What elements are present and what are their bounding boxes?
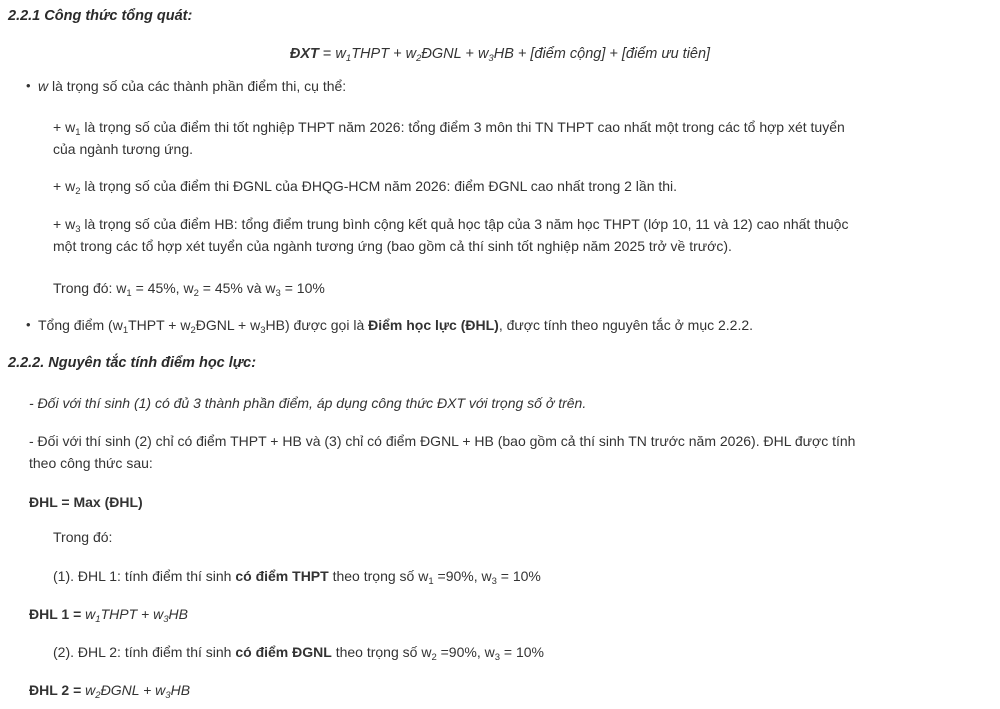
dhl1-formula-rhs: $w_1THPT + w_3HB$ — [85, 606, 188, 625]
dhl2-bold: có điểm ĐGNL — [235, 644, 332, 660]
list-item — [22, 315, 962, 337]
bullet-2-text: Tổng điểm ($w_1THPT$ + $w_2ĐGNL + w_3HB$) được gọi là Điểm học lực (ĐHL), được tính theo nguyên tắc ở mục 2.2.2. — [38, 317, 754, 336]
section-heading-2-2-2: 2.2.2. Nguyên tắc tính điểm học lực: — [8, 355, 257, 371]
paragraph-w3: + $w_3$ là trọng số của điểm HB: tổng điểm trung bình cộng kết quả học tập của 3 năm học THPT (lớp 10, 11 và 12) cao nhất thuộc một trong các tổ hợp xét tuyển của ngành tương ứng (bao gồm cả thí sinh tốt nghiệp năm 2025 trở về trước). — [53, 216, 849, 254]
paragraph-case-1: - Đối với thí sinh (1) có đủ 3 thành phần điểm, áp dụng công thức ĐXT với trọng số ở trên. — [29, 395, 587, 411]
paragraph-w2: + $w_2$ là trọng số của điểm thi ĐGNL của ĐHQG-HCM năm 2026: điểm ĐGNL cao nhất trong 2 lần thi. — [53, 178, 678, 197]
dhl2-formula-lhs: ĐHL 2 = — [29, 682, 86, 698]
paragraph-weights: Trong đó: $w_1 = 45\%$, $w_2 = 45\%$ và $w_3 = 10\%$ — [53, 280, 325, 299]
list-item — [22, 76, 952, 98]
formula-dhl-2 — [29, 680, 190, 702]
formula-dhl-max: ĐHL = Max (ĐHL) — [29, 494, 143, 510]
paragraph-w1: + $w_1$ là trọng số của điểm thi tốt nghiệp THPT năm 2026: tổng điểm 3 môn thi TN THPT cao nhất một trong các tổ hợp xét tuyển của ngành tương ứng. — [53, 119, 845, 157]
formula-dhl-1 — [29, 604, 188, 626]
bullet-2-post: , được tính theo nguyên tắc ở mục 2.2.2. — [498, 317, 754, 333]
dhl1-formula-lhs: ĐHL 1 = — [29, 606, 86, 622]
formula-equals: = — [318, 46, 336, 62]
dhl1-bold: có điểm THPT — [235, 568, 329, 584]
bullet-1-text: w là trọng số của các thành phần điểm thi, cụ thể: — [38, 78, 347, 94]
paragraph-dhl2-desc: (2). ĐHL 2: tính điểm thí sinh có điểm ĐGNL theo trọng số $w_2 =90\%$, $w_3 = 10\%$ — [53, 644, 544, 663]
bullet-icon: • — [26, 317, 31, 332]
paragraph-case-2: - Đối với thí sinh (2) chỉ có điểm THPT + HB và (3) chỉ có điểm ĐGNL + HB (bao gồm cả thí sinh TN trước năm 2026). ĐHL được tính theo công thức sau: — [29, 433, 856, 471]
formula-terms: $w_1THPT$ + $w_2ĐGNL + w_3HB$ + [điểm cộng] + [điểm ưu tiên] — [335, 46, 711, 64]
bullet-icon: • — [26, 78, 31, 93]
section-heading-2-2-1: 2.2.1 Công thức tổng quát: — [8, 8, 193, 24]
paragraph-trong-do: Trong đó: — [53, 529, 113, 545]
formula-lhs: ĐXT — [289, 46, 319, 62]
dhl2-formula-rhs: $w_2ĐGNL + w_3HB$ — [85, 682, 191, 701]
paragraph-dhl1-desc: (1). ĐHL 1: tính điểm thí sinh có điểm THPT theo trọng số $w_1 =90\%$, $w_3 = 10\%$ — [53, 568, 541, 587]
general-formula — [0, 43, 1000, 65]
bullet-2-bold: Điểm học lực (ĐHL) — [368, 317, 499, 333]
